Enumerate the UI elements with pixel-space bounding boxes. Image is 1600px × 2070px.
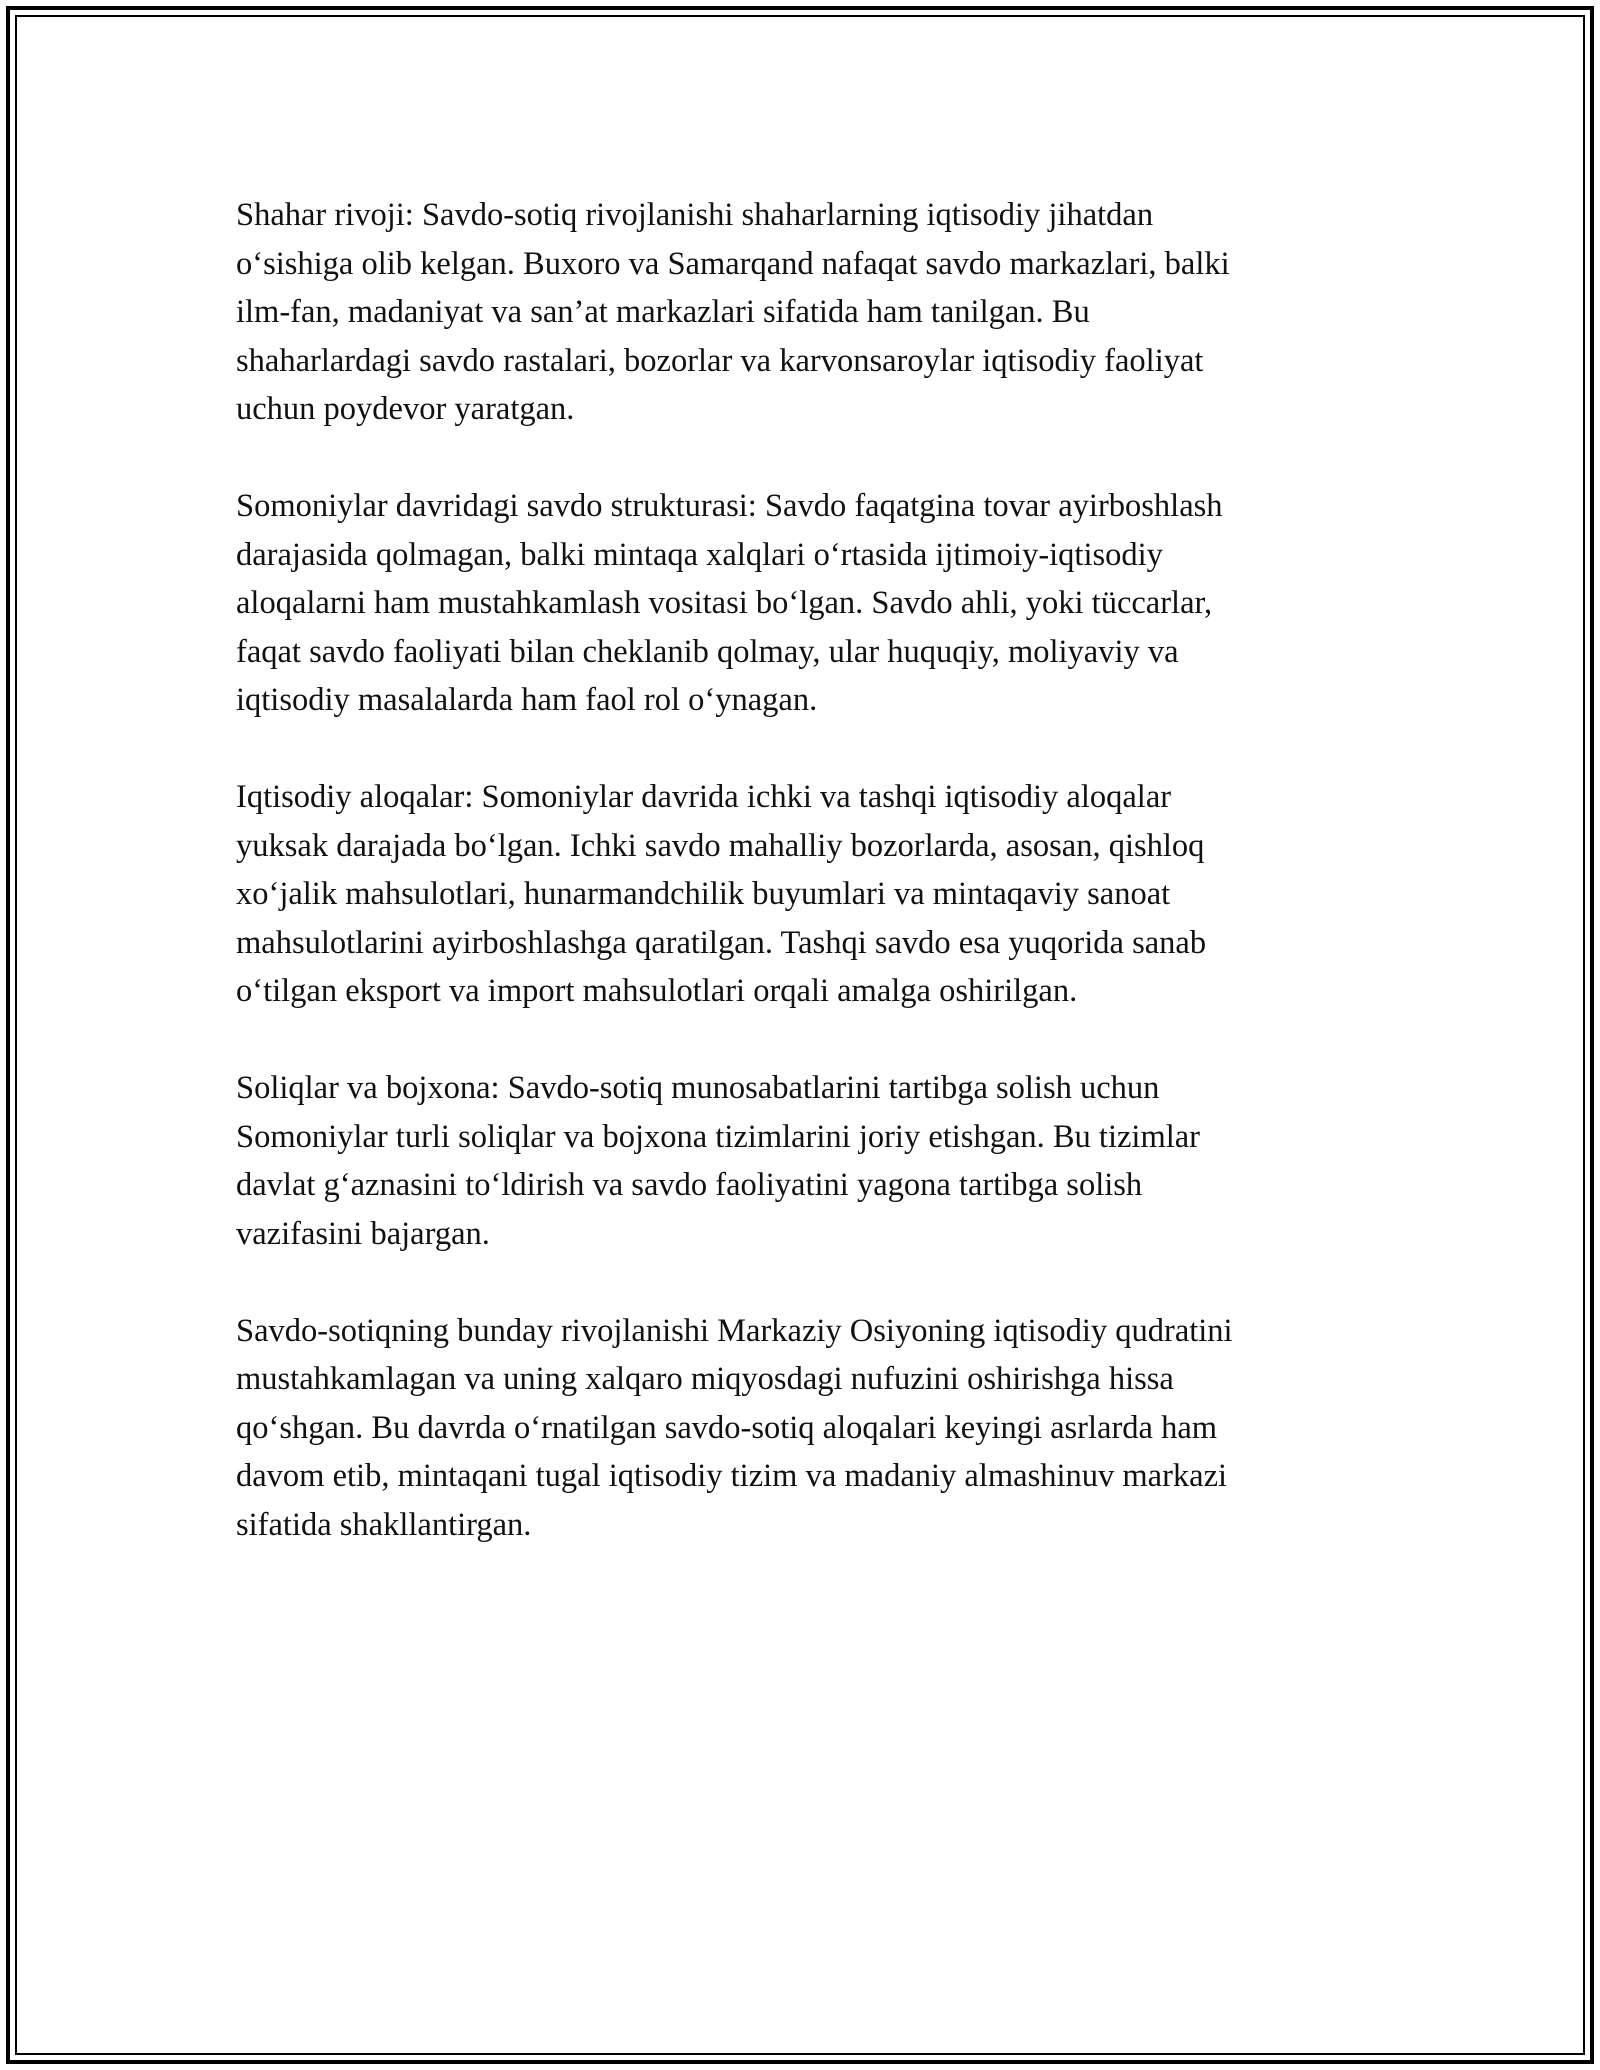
text-line: Soliqlar va bojxona: Savdo-sotiq munosabatlarini tartibga solish uchun	[236, 1070, 1160, 1106]
text-line: yuksak darajada bo‘lgan. Ichki savdo mahalliy bozorlarda, asosan, qishloq	[236, 827, 1205, 864]
text-line: shaharlardagi savdo rastalari, bozorlar va karvonsaroylar iqtisodiy faoliyat	[236, 342, 1204, 379]
paragraph-shahar-rivoji	[236, 191, 1366, 434]
text-line: Savdo-sotiqning bunday rivojlanishi Markaziy Osiyoning iqtisodiy qudratini	[236, 1312, 1233, 1349]
paragraph-soliqlar-bojxona	[236, 1064, 1366, 1258]
text-line: Iqtisodiy aloqalar: Somoniylar davrida ichki va tashqi iqtisodiy aloqalar	[236, 779, 1172, 815]
text-line: Somoniylar davridagi savdo strukturasi: Savdo faqatgina tovar ayirboshlash	[236, 488, 1223, 524]
text-line: mustahkamlagan va uning xalqaro miqyosdagi nufuzini oshirishga hissa	[236, 1361, 1174, 1397]
text-line: davom etib, mintaqani tugal iqtisodiy tizim va madaniy almashinuv markazi	[236, 1458, 1228, 1494]
text-line: Somoniylar turli soliqlar va bojxona tizimlarini joriy etishgan. Bu tizimlar	[236, 1118, 1201, 1155]
text-line: ilm-fan, madaniyat va san’at markazlari sifatida ham tanilgan. Bu	[236, 294, 1090, 330]
text-line: iqtisodiy masalalarda ham faol rol o‘ynagan.	[236, 682, 818, 718]
text-line: o‘tilgan eksport va import mahsulotlari orqali amalga oshirilgan.	[236, 973, 1078, 1009]
text-line: mahsulotlarini ayirboshlashga qaratilgan. Tashqi savdo esa yuqorida sanab	[236, 924, 1207, 961]
text-line: xo‘jalik mahsulotlari, hunarmandchilik buyumlari va mintaqaviy sanoat	[236, 876, 1171, 912]
text-line: sifatida shakllantirgan.	[236, 1506, 532, 1543]
document-body	[236, 191, 1366, 1598]
paragraph-savdo-strukturasi	[236, 482, 1366, 725]
text-line: o‘sishiga olib kelgan. Buxoro va Samarqand nafaqat savdo markazlari, balki	[236, 245, 1230, 282]
text-line: darajasida qolmagan, balki mintaqa xalqlari o‘rtasida ijtimoiy-iqtisodiy	[236, 536, 1163, 573]
text-line: aloqalarni ham mustahkamlash vositasi bo‘lgan. Savdo ahli, yoki tüccarlar,	[236, 585, 1213, 621]
paragraph-xulosa	[236, 1307, 1366, 1550]
text-line: uchun poydevor yaratgan.	[236, 391, 575, 427]
text-line: vazifasini bajargan.	[236, 1215, 490, 1252]
text-line: qo‘shgan. Bu davrda o‘rnatilgan savdo-sotiq aloqalari keyingi asrlarda ham	[236, 1409, 1218, 1446]
text-line: Shahar rivoji: Savdo-sotiq rivojlanishi shaharlarning iqtisodiy jihatdan	[236, 197, 1154, 233]
text-line: faqat savdo faoliyati bilan cheklanib qolmay, ular huquqiy, moliyaviy va	[236, 633, 1179, 670]
paragraph-iqtisodiy-aloqalar	[236, 773, 1366, 1016]
text-line: davlat g‘aznasini to‘ldirish va savdo faoliyatini yagona tartibga solish	[236, 1167, 1143, 1203]
